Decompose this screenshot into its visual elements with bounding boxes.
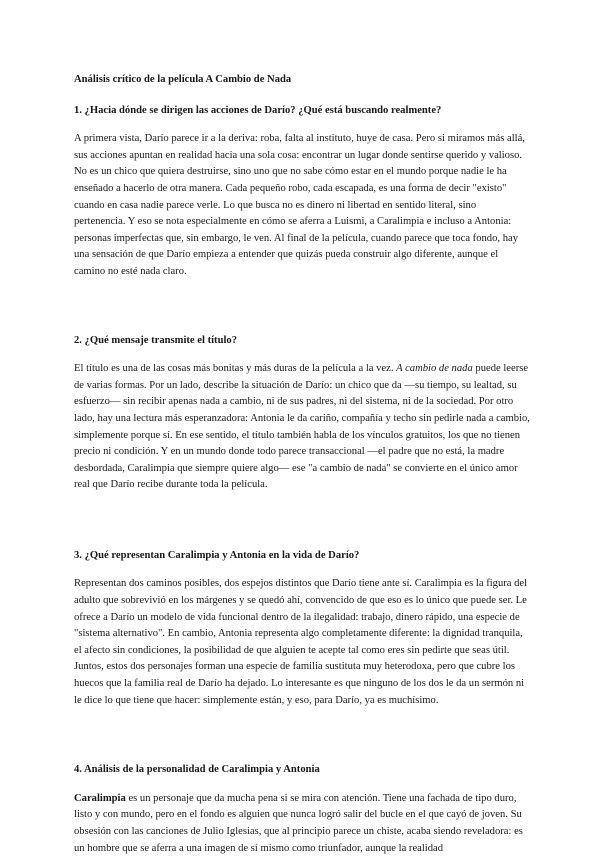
document-title: Análisis crítico de la película A Cambio de Nada: [74, 74, 292, 85]
section-heading: 3. ¿Qué representan Caralimpia y Antonia en la vida de Darío?: [74, 549, 360, 561]
section-2: [74, 333, 530, 494]
section-paragraph: [74, 791, 530, 857]
section-4: [74, 762, 530, 857]
section-heading: 1. ¿Hacia dónde se dirigen las acciones de Darío? ¿Qué está buscando realmente?: [74, 104, 442, 116]
section-paragraph: [74, 361, 530, 494]
section-heading: 2. ¿Qué mensaje transmite el título?: [74, 334, 237, 346]
paragraph-text: es un personaje que da mucha pena si se mira con atención. Tiene una fachada de tipo duro, listo y con mundo, pero en el fondo es alguien que nunca logró salir del bucle en el que cayó de joven. Su obsesión con las canciones de Julio Iglesias, que al principio parece un chiste, acaba siendo reveladora: es un hombre que se aferra a una imagen de sí mismo como triunfador, aunque la realidad: [74, 792, 523, 854]
character-name-bold: Caralimpia: [74, 792, 126, 804]
section-3: [74, 548, 530, 709]
section-paragraph: Representan dos caminos posibles, dos espejos distintos que Darío tiene ante sí. Caralimpia es la figura del adulto que sobrevivió en los márgenes y se quedó ahí, convencido de que eso es lo único que puede ser. Le ofrece a Darío un modelo de vida funcional dentro de la ilegalidad: trabajo, dinero rápido, una especie de "sistema alternativo". En cambio, Antonia representa algo completamente diferente: la dignidad tranquila, el afecto sin condiciones, la posibilidad de que alguien te acepte tal como eres sin pedirte que seas útil. Juntos, estos dos personajes forman una especie de familia sustituta muy heterodoxa, pero que cubre los huecos que la familia real de Darío ha dejado. Lo interesante es que ninguno de los dos le da un sermón ni le dice lo que tiene que hacer: simplemente están, y eso, para Darío, ya es muchísimo.: [74, 578, 528, 706]
paragraph-text: El título es una de las cosas más bonitas y más duras de la película a la vez.: [74, 363, 397, 375]
section-heading: 4. Análisis de la personalidad de Caralimpia y Antonia: [74, 764, 320, 776]
film-title-italic: A cambio de nada: [396, 363, 473, 375]
paragraph-text: puede leerse de varias formas. Por un lado, describe la situación de Darío: un chico que da —su tiempo, su lealtad, su esfuerzo— sin recibir apenas nada a cambio, ni de sus padres, ni del sistema, ni de la sociedad. Por otro lado, hay una lectura más esperanzadora: Antonia le da cariño, compañía y techo sin pedirle nada a cambio, simplemente porque sí. En ese sentido, el título también habla de los vínculos gratuitos, los que no tienen precio ni condición. Y en un mundo donde todo parece transaccional —el padre que no está, la madre desbordada, Caralimpia que siempre quiere algo— ese "a cambio de nada" se convierte en el único amor real que Darío recibe durante toda la película.: [74, 363, 530, 491]
section-paragraph: A primera vista, Darío parece ir a la deriva: roba, falta al instituto, huye de casa. Pero si miramos más allá, sus acciones apuntan en realidad hacia una sola cosa: encontrar un lugar donde sentirse querido y valioso. No es un chico que quiera destruirse, sino uno que no sabe cómo estar en el mundo porque nadie le ha enseñado a hacerlo de otra manera. Cada pequeño robo, cada escapada, es una forma de decir "existo" cuando en casa nadie parece verle. Lo que busca no es dinero ni libertad en sentido literal, sino pertenencia. Y eso se nota especialmente en cómo se aferra a Luismi, a Caralimpia e incluso a Antonia: personas imperfectas que, sin embargo, le ven. Al final de la película, cuando parece que toca fondo, hay una sensación de que Darío empieza a entender que quizás pueda construir algo diferente, aunque el camino no esté nada claro.: [74, 133, 525, 277]
section-1: [74, 103, 530, 281]
